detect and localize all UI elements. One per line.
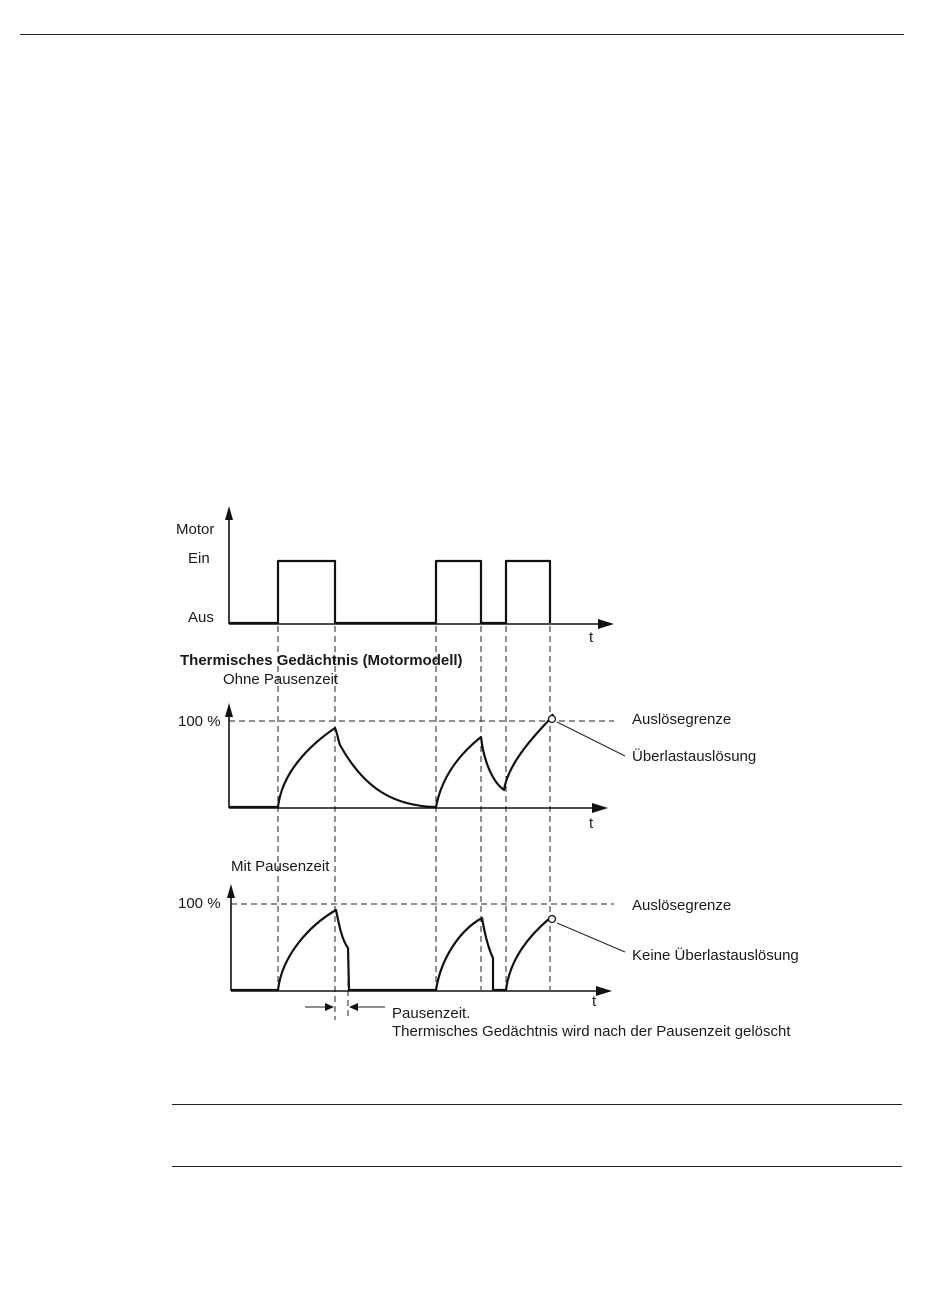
pause-note-line2: Thermisches Gedächtnis wird nach der Pausenzeit gelöscht	[392, 1023, 791, 1040]
with-pause-subtitle: Mit Pausenzeit	[231, 858, 330, 875]
bottom-x-axis-arrow	[596, 986, 612, 996]
motor-axis-title: Motor	[176, 521, 215, 538]
bottom-marker	[549, 916, 556, 923]
motor-x-label: t	[589, 629, 594, 646]
bottom-level-100: 100 %	[178, 895, 221, 912]
mid-y-axis-arrow	[225, 703, 233, 717]
panel-without-pause	[178, 671, 756, 832]
mid-marker-leader	[557, 722, 625, 756]
motor-level-off: Aus	[188, 609, 214, 626]
memory-title: Thermisches Gedächtnis (Motormodell)	[180, 652, 463, 669]
footer-rule-bottom	[172, 1166, 902, 1167]
footer-rule-top	[172, 1104, 902, 1105]
panel-with-pause	[178, 858, 799, 1010]
motor-on-off-signal	[229, 561, 550, 623]
bottom-x-label: t	[592, 993, 597, 1010]
bottom-y-axis-arrow	[227, 884, 235, 898]
motor-x-axis-arrow	[598, 619, 614, 629]
bottom-marker-label: Keine Überlastauslösung	[632, 947, 799, 964]
motor-panel	[176, 506, 614, 646]
bottom-marker-leader	[557, 923, 625, 952]
mid-x-axis-arrow	[592, 803, 608, 813]
mid-level-100: 100 %	[178, 713, 221, 730]
mid-limit-label: Auslösegrenze	[632, 711, 732, 728]
pause-dimension	[305, 1005, 791, 1040]
bottom-limit-label: Auslösegrenze	[632, 897, 732, 914]
mid-marker-label: Überlastauslösung	[632, 748, 757, 765]
mid-trip-marker	[549, 716, 556, 723]
motor-y-axis-arrow	[225, 506, 233, 520]
mid-x-label: t	[589, 815, 594, 832]
bottom-thermal-curve	[231, 910, 550, 990]
pause-note-line1: Pausenzeit.	[392, 1005, 471, 1022]
without-pause-subtitle: Ohne Pausenzeit	[223, 671, 339, 688]
motor-level-on: Ein	[188, 550, 210, 567]
